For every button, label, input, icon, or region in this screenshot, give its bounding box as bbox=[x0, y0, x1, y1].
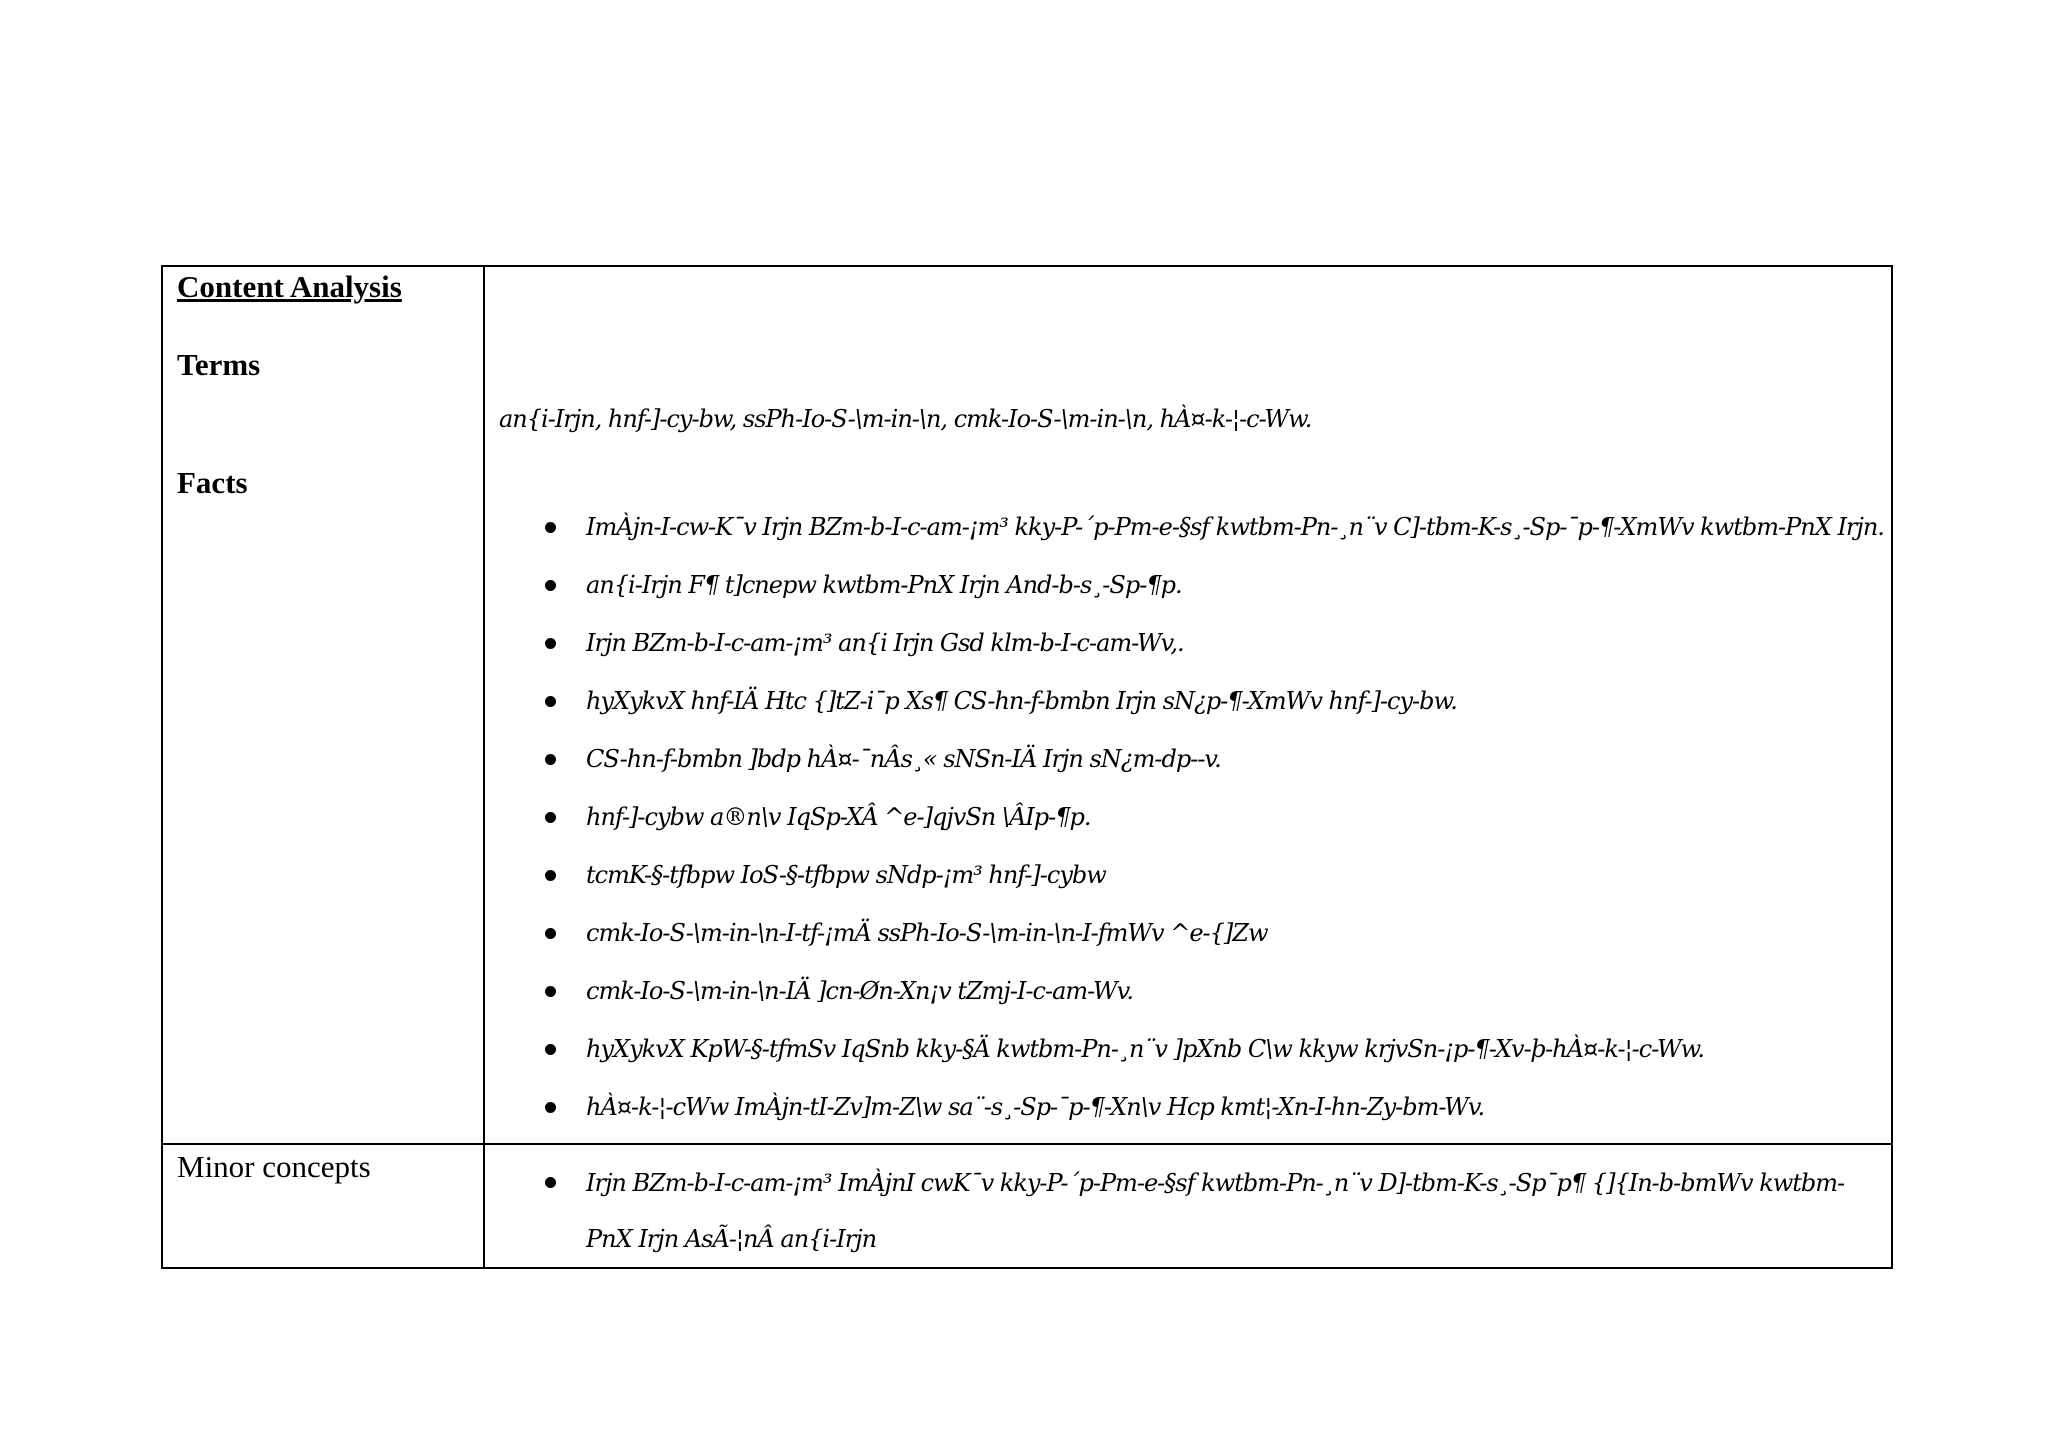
fact-item bbox=[485, 565, 1884, 623]
bullet-icon bbox=[545, 1102, 556, 1113]
fact-text: hyXykvX KpW-§-tfmSv IqSnb kky-§Ä kwtbm-Pn-¸n¨v ]pXnb C\w kkyw krjvSn-¡p-¶-Xv-þ-hÀ¤-k-¦-c-Ww. bbox=[586, 1035, 1705, 1063]
bullet-icon bbox=[545, 812, 556, 823]
fact-item bbox=[485, 739, 1884, 797]
minor-concepts-heading: Minor concepts bbox=[177, 1149, 371, 1184]
facts-list bbox=[485, 507, 1884, 1145]
fact-text: ImÀjn-I-cw-K¯v Irjn BZm-b-I-c-am-¡m³ kky-P-´p-Pm-e-§sf kwtbm-Pn-¸n¨v C]-tbm-K-s¸-Sp-¯p-¶-XmWv kwtbm-PnX Irjn. bbox=[586, 513, 1884, 541]
bullet-icon bbox=[545, 986, 556, 997]
fact-item bbox=[485, 1029, 1884, 1087]
fact-item bbox=[485, 1087, 1884, 1145]
fact-text: Irjn BZm-b-I-c-am-¡m³ an{i Irjn Gsd klm-b-I-c-am-Wv,. bbox=[586, 629, 1184, 657]
bullet-icon bbox=[545, 870, 556, 881]
bullet-icon bbox=[545, 580, 556, 591]
fact-text: tcmK-§-tfbpw IoS-§-tfbpw sNdp-¡m³ hnf-]-cybw bbox=[586, 861, 1106, 889]
main-row bbox=[162, 266, 1892, 1144]
fact-item bbox=[485, 681, 1884, 739]
right-content-cell bbox=[484, 266, 1892, 1144]
fact-item bbox=[485, 855, 1884, 913]
fact-text: hyXykvX hnf-IÄ Htc {]tZ-i¯p Xs¶ CS-hn-f-bmbn Irjn sN¿p-¶-XmWv hnf-]-cy-bw. bbox=[586, 687, 1457, 715]
fact-item bbox=[485, 797, 1884, 855]
bullet-icon bbox=[545, 754, 556, 765]
fact-item bbox=[485, 913, 1884, 971]
minor-concepts-list bbox=[485, 1145, 1891, 1267]
fact-text: hnf-]-cybw a®n\v IqSp-XÂ ^e-]qjvSn \ÂIp-¶p. bbox=[586, 803, 1091, 831]
minor-concepts-row bbox=[162, 1144, 1892, 1268]
minor-content-cell bbox=[484, 1144, 1892, 1268]
fact-text: cmk-Io-S-\m-in-\n-IÄ ]cn-Øn-Xn¡v tZmj-I-c-am-Wv. bbox=[586, 977, 1133, 1005]
fact-text: CS-hn-f-bmbn ]bdp hÀ¤-¯nÂs¸« sNSn-IÄ Irjn sN¿m-dp--v. bbox=[586, 745, 1221, 773]
bullet-icon bbox=[545, 696, 556, 707]
minor-concept-item bbox=[485, 1155, 1891, 1267]
minor-heading-cell bbox=[162, 1144, 484, 1268]
bullet-icon bbox=[545, 1044, 556, 1055]
fact-text: hÀ¤-k-¦-cWw ImÀjn-tI-Zv]m-Z\w sa¨-s¸-Sp-¯p-¶-Xn\v Hcp kmt¦-Xn-I-hn-Zy-bm-Wv. bbox=[586, 1093, 1485, 1121]
content-analysis-heading: Content Analysis bbox=[177, 269, 402, 304]
fact-item bbox=[485, 623, 1884, 681]
fact-text: cmk-Io-S-\m-in-\n-I-tf-¡mÄ ssPh-Io-S-\m-in-\n-I-fmWv ^e-{]Zw bbox=[586, 919, 1268, 947]
fact-item bbox=[485, 507, 1884, 565]
terms-heading: Terms bbox=[177, 347, 261, 382]
bullet-icon bbox=[545, 638, 556, 649]
left-heading-cell bbox=[162, 266, 484, 1144]
fact-text: an{i-Irjn F¶ t]cnepw kwtbm-PnX Irjn And-b-s¸-Sp-¶p. bbox=[586, 571, 1182, 599]
content-analysis-table bbox=[161, 265, 1893, 1269]
bullet-icon bbox=[545, 928, 556, 939]
facts-heading: Facts bbox=[177, 465, 248, 500]
minor-concept-text: Irjn BZm-b-I-c-am-¡m³ ImÀjnI cwK¯v kky-P-´p-Pm-e-§sf kwtbm-Pn-¸n¨v D]-tbm-K-s¸-Sp¯p¶ {]{In-b-bmWv kwtbm-PnX Irjn AsÃ-¦nÂ an{i-Irjn bbox=[586, 1169, 1845, 1253]
fact-item bbox=[485, 971, 1884, 1029]
terms-text: an{i-Irjn, hnf-]-cy-bw, ssPh-Io-S-\m-in-\n, cmk-Io-S-\m-in-\n, hÀ¤-k-¦-c-Ww. bbox=[499, 405, 1312, 433]
bullet-icon bbox=[545, 522, 556, 533]
bullet-icon bbox=[545, 1177, 556, 1188]
